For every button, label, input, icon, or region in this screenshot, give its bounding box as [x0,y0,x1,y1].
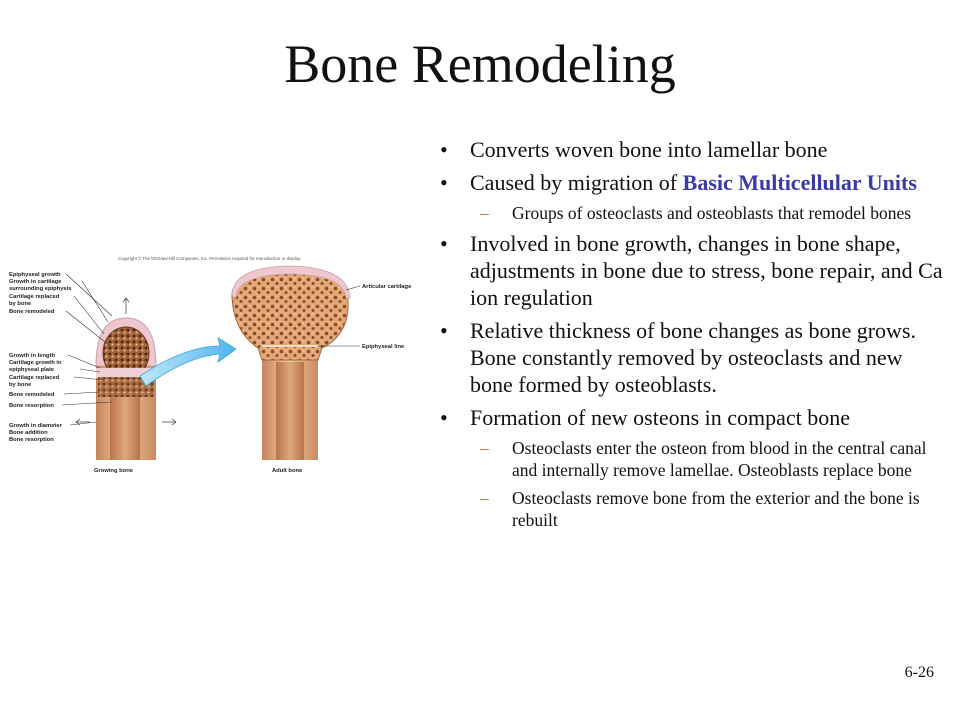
label-epiphyseal-growth: Epiphyseal growth [9,272,61,278]
caption-growing-bone: Growing bone [94,468,133,474]
label-by-bone-1: by bone [9,301,32,307]
bullet-text: Caused by migration of [470,170,683,195]
bullet-list [438,136,948,537]
bone-illustration [0,250,440,480]
figure-captions [94,468,303,474]
label-growth-in-cartilage: Growth in cartilage [9,279,62,285]
slide-title: Bone Remodeling [284,34,676,94]
copyright-note: Copyright © The McGraw-Hill Companies, Inc. Permission required for reproduction or display. [118,256,302,261]
bullet-item [438,230,948,311]
bullet-text: Formation of new osteons in compact bone [470,405,851,430]
left-labels [9,272,71,443]
label-growth-in-length: Growth in length [9,353,56,359]
bullet-text: Converts woven bone into lamellar bone [470,137,828,162]
adult-bone [232,266,350,460]
label-cartilage-replaced-2: Cartilage replaced [9,375,60,381]
sub-bullet-item [438,202,948,224]
sub-bullet-item [438,487,948,531]
bullet-item [438,136,948,163]
sub-bullet-item [438,437,948,481]
growing-bone [96,318,156,460]
right-labels [362,284,412,350]
caption-adult-bone: Adult bone [272,468,303,474]
bullet-text: Relative thickness of bone changes as bone grows. Bone constantly removed by osteoclasts and new bone formed by osteoblasts. [470,318,916,397]
slide-number: 6-26 [904,664,934,681]
label-cartilage-growth: Cartilage growth in [9,360,62,366]
label-articular-cartilage: Articular cartilage [362,284,412,290]
sub-bullet-dash: – [480,438,489,458]
label-bone-addition: Bone addition [9,430,48,436]
label-cartilage-replaced-1: Cartilage replaced [9,294,60,300]
label-surrounding-epiphysis: surrounding epiphysis [9,286,72,292]
bullet-item [438,317,948,398]
bullet-dot: • [440,318,448,343]
label-bone-remodeled-1: Bone remodeled [9,309,55,315]
bone-remodeling-figure [0,250,440,480]
label-growth-in-diameter: Growth in diameter [9,423,62,429]
bullet-dot: • [440,405,448,430]
bullet-dot: • [440,231,448,256]
bullet-highlight: Basic Multicellular Units [682,170,917,195]
sub-bullet-dash: – [480,488,489,508]
label-bone-remodeled-2: Bone remodeled [9,392,55,398]
sub-bullet-dash: – [480,203,489,223]
label-by-bone-2: by bone [9,382,32,388]
label-bone-resorption-2: Bone resorption [9,437,54,443]
sub-bullet-text: Osteoclasts enter the osteon from blood in the central canal and internally remove lamellae. Osteoblasts replace bone [512,438,927,480]
sub-bullet-text: Osteoclasts remove bone from the exterior and the bone is rebuilt [512,488,920,530]
bullet-dot: • [440,170,448,195]
bullet-dot: • [440,137,448,162]
bullet-text: Involved in bone growth, changes in bone shape, adjustments in bone due to stress, bone repair, and Ca ion regulation [470,231,943,310]
bullet-item [438,169,948,196]
bullet-item [438,404,948,431]
label-epiphyseal-plate: epiphyseal plate [9,367,55,373]
sub-bullet-text: Groups of osteoclasts and osteoblasts that remodel bones [512,203,912,223]
label-bone-resorption-1: Bone resorption [9,403,54,409]
label-epiphyseal-line: Epiphyseal line [362,344,405,350]
